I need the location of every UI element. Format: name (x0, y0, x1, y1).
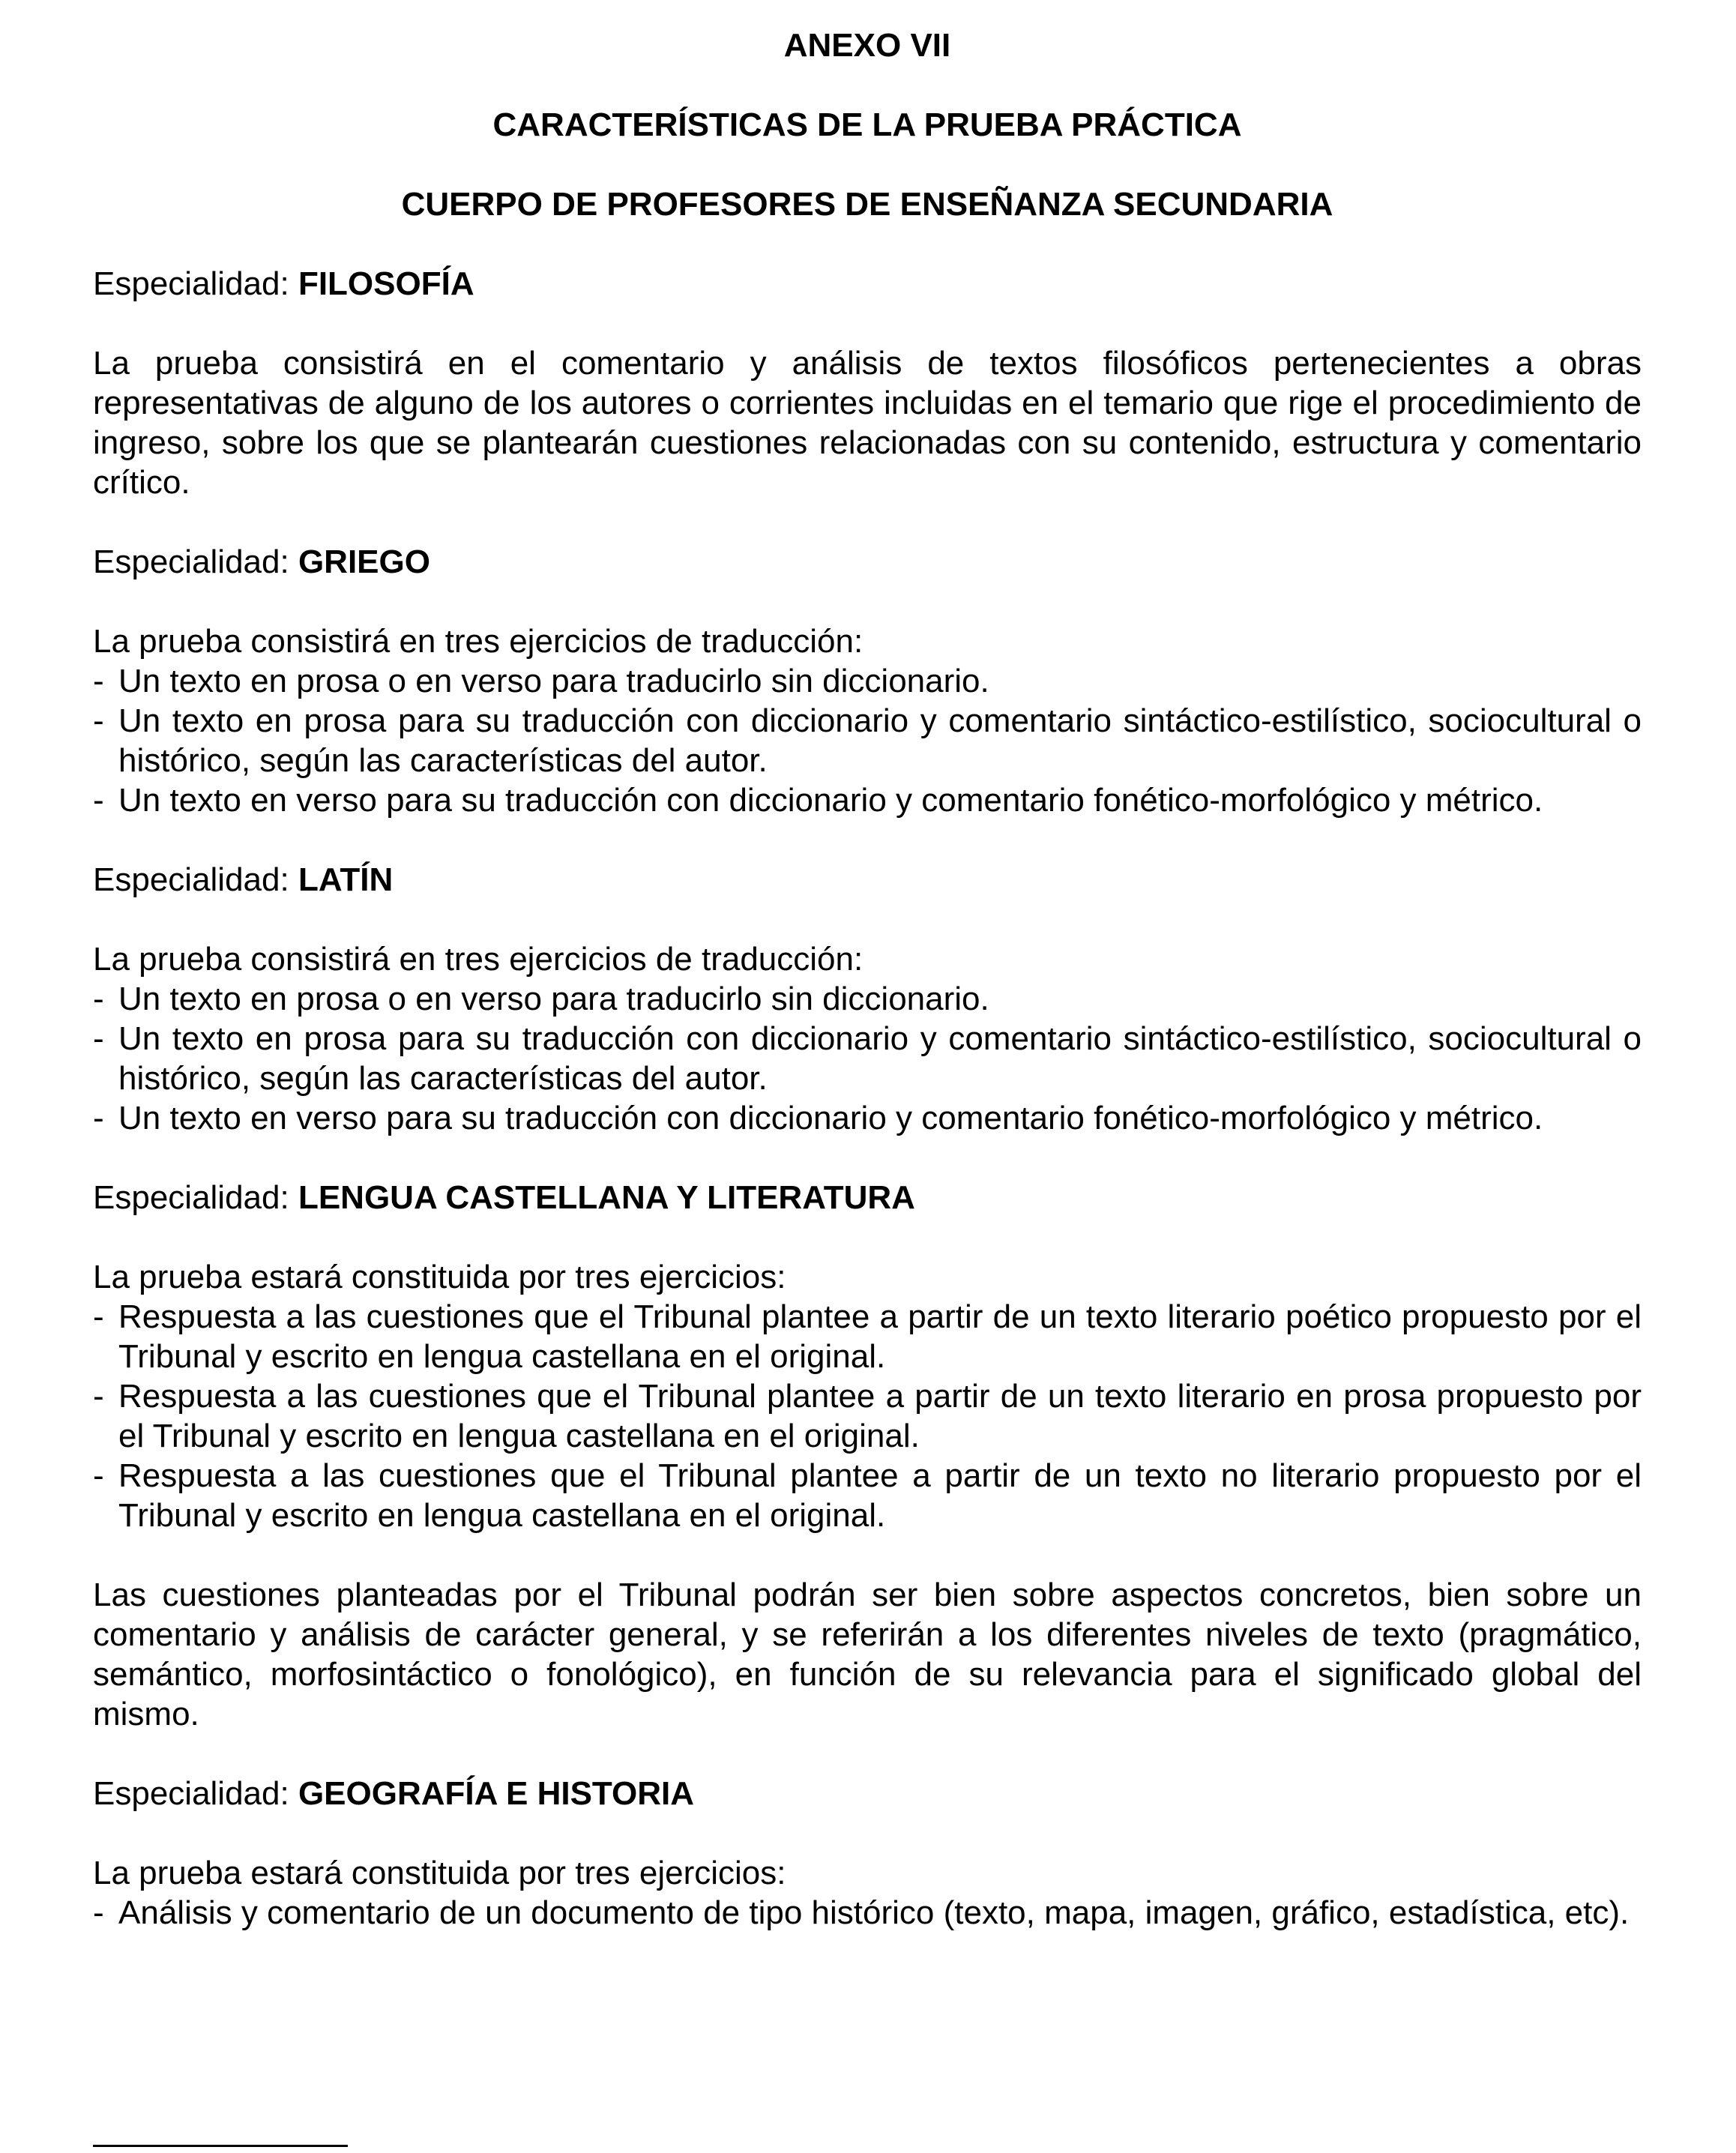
list-item-text: Respuesta a las cuestiones que el Tribunal plantee a partir de un texto no literario propuesto por el Tribunal y escrito en lengua castellana en el original. (118, 1457, 1642, 1534)
dash-bullet: - (93, 1020, 104, 1057)
dash-list (93, 1893, 1642, 1933)
specialty-heading (93, 1178, 1642, 1217)
footnote-separator (93, 2145, 348, 2147)
paragraph: La prueba estará constituida por tres ejercicios: (93, 1855, 786, 1891)
annex-title: ANEXO VII (783, 27, 951, 64)
dash-bullet: - (93, 702, 104, 739)
list-item-text: Respuesta a las cuestiones que el Tribunal plantee a partir de un texto literario poético propuesto por el Tribunal y escrito en lengua castellana en el original. (118, 1298, 1642, 1375)
dash-bullet: - (93, 663, 104, 699)
specialty-label: Especialidad: (93, 543, 298, 580)
dash-bullet: - (93, 1298, 104, 1335)
dash-bullet: - (93, 1894, 104, 1931)
specialty-name: GRIEGO (298, 543, 430, 580)
list-item (93, 1893, 1642, 1933)
list-item-text: Un texto en verso para su traducción con diccionario y comentario fonético-morfológico y métrico. (118, 1100, 1543, 1136)
paragraph: La prueba consistirá en tres ejercicios de traducción: (93, 623, 864, 660)
dash-list (93, 979, 1642, 1138)
list-item-text: Un texto en prosa o en verso para traducirlo sin diccionario. (118, 981, 989, 1017)
specialty-label: Especialidad: (93, 861, 298, 898)
list-item (93, 1019, 1642, 1098)
specialty-name: GEOGRAFÍA E HISTORIA (298, 1775, 694, 1812)
list-item (93, 701, 1642, 780)
paragraph: La prueba consistirá en el comentario y análisis de textos filosóficos pertenecientes a obras representativas de alguno de los autores o corrientes incluidas en el temario que rige el procedimiento de ingreso, sobre los que se plantearán cuestiones relacionadas con su contenido, estructura y comentario crítico. (93, 345, 1642, 501)
specialty-name: LATÍN (298, 861, 394, 898)
list-item-text: Un texto en prosa para su traducción con diccionario y comentario sintáctico-estilístico, sociocultural o histórico, según las características del autor. (118, 1020, 1642, 1097)
dash-bullet: - (93, 981, 104, 1017)
list-item (93, 1376, 1642, 1456)
list-item-text: Un texto en prosa o en verso para traducirlo sin diccionario. (118, 663, 989, 699)
list-item (93, 1456, 1642, 1535)
list-item (93, 979, 1642, 1019)
list-item (93, 1297, 1642, 1376)
list-item-text: Un texto en verso para su traducción con diccionario y comentario fonético-morfológico y métrico. (118, 782, 1543, 819)
specialty-heading (93, 264, 1642, 304)
dash-list (93, 661, 1642, 820)
dash-bullet: - (93, 1378, 104, 1415)
dash-bullet: - (93, 782, 104, 819)
specialty-heading (93, 1774, 1642, 1813)
specialty-label: Especialidad: (93, 265, 298, 302)
dash-bullet: - (93, 1100, 104, 1136)
dash-bullet: - (93, 1457, 104, 1494)
list-item-text: Análisis y comentario de un documento de tipo histórico (texto, mapa, imagen, gráfico, estadística, etc). (118, 1894, 1630, 1931)
paragraph: Las cuestiones planteadas por el Tribunal podrán ser bien sobre aspectos concretos, bien sobre un comentario y análisis de carácter general, y se referirán a los diferentes niveles de texto (pragmático, semántico, morfosintáctico o fonológico), en función de su relevancia para el significado global del mismo. (93, 1577, 1642, 1732)
corps-title: CUERPO DE PROFESORES DE ENSEÑANZA SECUNDARIA (401, 186, 1333, 223)
specialty-name: LENGUA CASTELLANA Y LITERATURA (298, 1179, 915, 1216)
specialty-name: FILOSOFÍA (298, 265, 474, 302)
document-title: CARACTERÍSTICAS DE LA PRUEBA PRÁCTICA (492, 106, 1242, 143)
specialty-label: Especialidad: (93, 1179, 298, 1216)
specialty-label: Especialidad: (93, 1775, 298, 1812)
paragraph: La prueba consistirá en tres ejercicios de traducción: (93, 941, 864, 978)
list-item (93, 1098, 1642, 1138)
paragraph: La prueba estará constituida por tres ejercicios: (93, 1259, 786, 1295)
specialty-heading (93, 860, 1642, 900)
document-content (93, 264, 1642, 1933)
list-item-text: Un texto en prosa para su traducción con diccionario y comentario sintáctico-estilístico, sociocultural o histórico, según las características del autor. (118, 702, 1642, 779)
specialty-heading (93, 542, 1642, 582)
dash-list (93, 1297, 1642, 1535)
list-item (93, 661, 1642, 701)
list-item (93, 780, 1642, 820)
list-item-text: Respuesta a las cuestiones que el Tribunal plantee a partir de un texto literario en prosa propuesto por el Tribunal y escrito en lengua castellana en el original. (118, 1378, 1642, 1454)
